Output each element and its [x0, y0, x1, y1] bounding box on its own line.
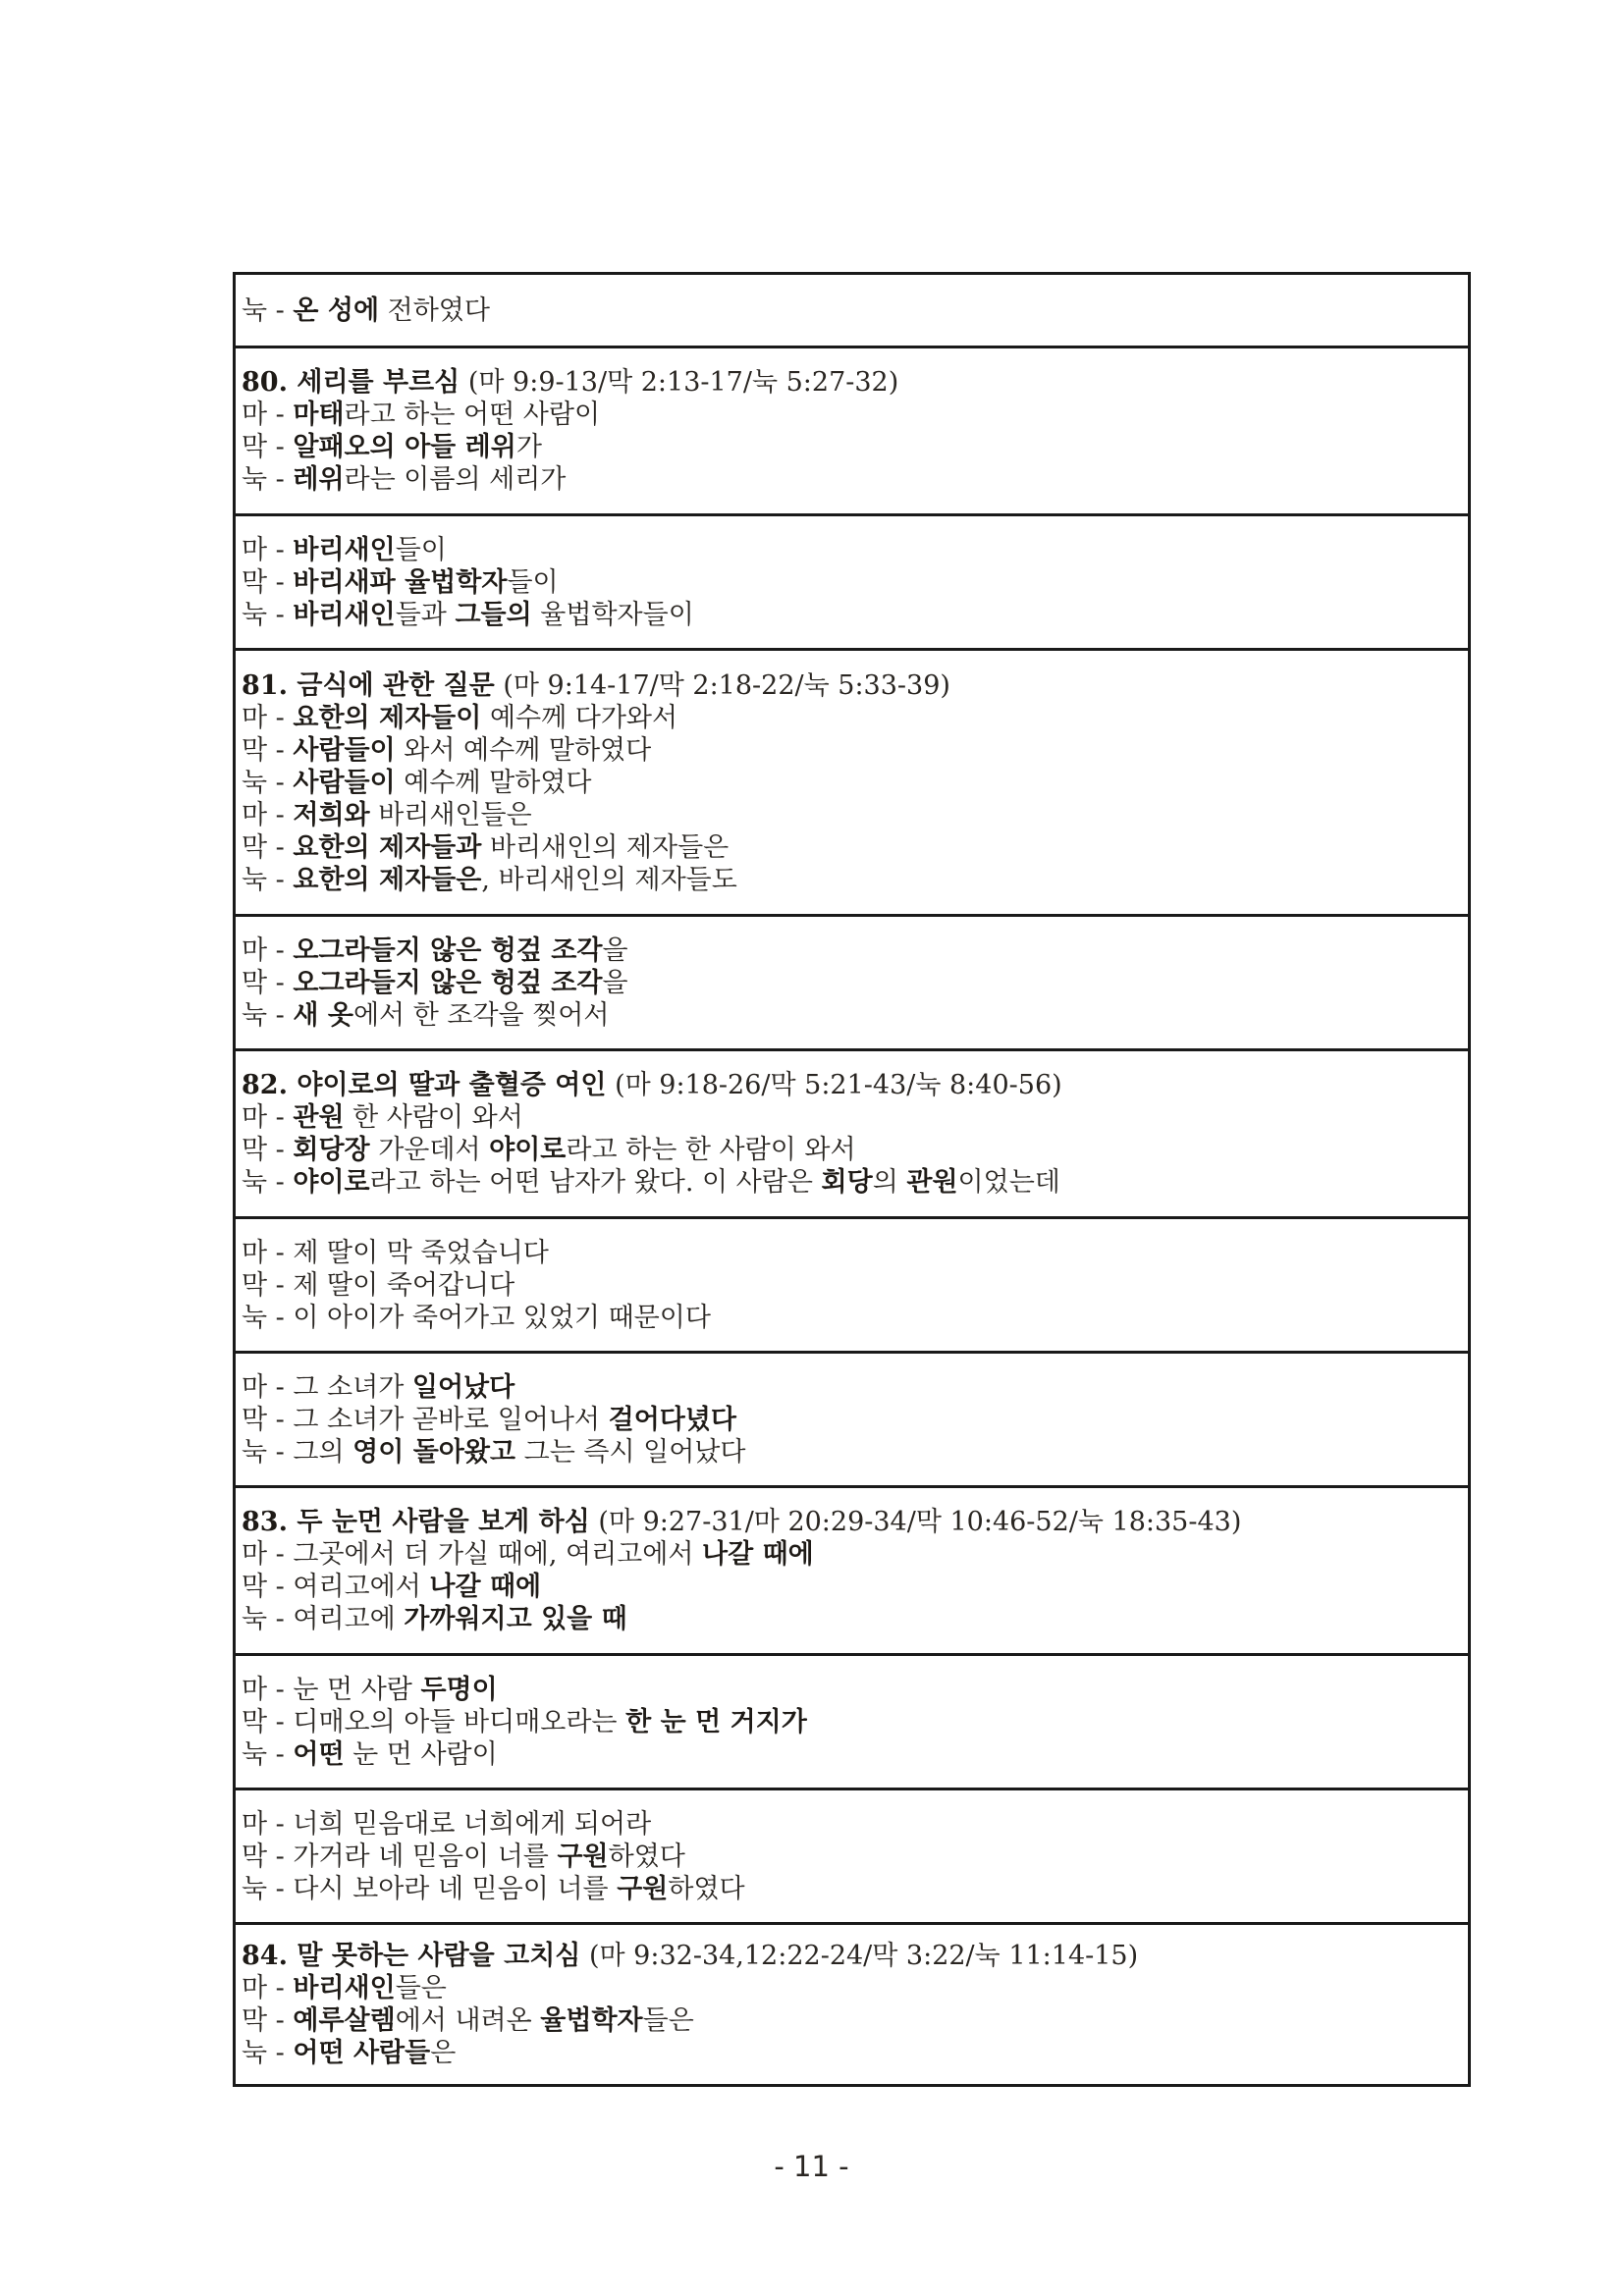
- text-segment: 눅 -: [242, 1167, 294, 1198]
- comparison-line: [242, 294, 1462, 327]
- comparison-line: [242, 534, 1462, 566]
- text-segment: 하였다: [608, 1841, 685, 1872]
- text-segment: 막 -: [242, 432, 294, 462]
- table-section: [236, 1788, 1468, 1922]
- text-segment: 전하였다: [379, 294, 490, 326]
- table-section: [236, 1351, 1468, 1485]
- section-heading: [242, 1069, 1462, 1101]
- comparison-line: [242, 767, 1462, 799]
- emphasized-text: 구원: [617, 1873, 669, 1904]
- text-segment: 라고 하는 어떤 사람이: [344, 400, 601, 430]
- text-segment: 은: [430, 2038, 457, 2068]
- text-segment: 마 -: [242, 702, 294, 733]
- table-section: [236, 1216, 1468, 1351]
- comparison-line: [242, 1841, 1462, 1873]
- text-segment: 와서 예수께 말하였다: [395, 734, 652, 766]
- emphasized-text: 회당장: [293, 1135, 370, 1165]
- text-segment: 예수께 다가와서: [481, 702, 678, 733]
- emphasized-text: 바리새인: [293, 534, 396, 565]
- text-segment: 이었는데: [957, 1167, 1060, 1198]
- text-segment: 눅 - 이 아이가 죽어가고 있었기 때문이다: [242, 1302, 711, 1333]
- text-segment: 에서 내려온: [395, 2005, 541, 2036]
- comparison-line: [242, 599, 1462, 631]
- text-segment: 눅 -: [242, 767, 294, 798]
- text-segment: 들이: [507, 566, 559, 598]
- emphasized-text: 80. 세리를 부르심: [242, 367, 460, 398]
- text-segment: 눈 먼 사람이: [344, 1738, 498, 1770]
- emphasized-text: 온 성에: [293, 294, 380, 326]
- comparison-line: [242, 1269, 1462, 1302]
- comparison-line: [242, 2004, 1462, 2037]
- emphasized-text: 예루살렘: [293, 2005, 396, 2036]
- comparison-line: [242, 934, 1462, 967]
- emphasized-text: 관원: [906, 1167, 958, 1198]
- table-section: [236, 1653, 1468, 1788]
- emphasized-text: 요한의 제자들이: [293, 702, 482, 733]
- emphasized-text: 나갈 때에: [429, 1572, 542, 1602]
- comparison-line: [242, 864, 1462, 896]
- text-segment: 마 -: [242, 799, 294, 830]
- table-section: [236, 275, 1468, 346]
- emphasized-text: 야이로: [489, 1135, 567, 1165]
- text-segment: (마 9:32-34,12:22-24/막 3:22/눅 11:14-15): [580, 1941, 1139, 1971]
- text-segment: 막 -: [242, 1135, 294, 1165]
- text-segment: 마 -: [242, 934, 294, 966]
- text-segment: 막 -: [242, 734, 294, 766]
- comparison-line: [242, 1302, 1462, 1334]
- emphasized-text: 새 옷: [293, 999, 353, 1031]
- text-segment: 막 - 그 소녀가 곧바로 일어나서: [242, 1404, 609, 1435]
- comparison-line: [242, 1808, 1462, 1841]
- text-segment: 눅 - 다시 보아라 네 믿음이 너를: [242, 1873, 618, 1904]
- table-section: [236, 513, 1468, 648]
- emphasized-text: 영이 돌아왔고: [352, 1436, 516, 1468]
- text-segment: 라는 이름의 세리가: [344, 464, 567, 495]
- text-segment: 라고 하는 어떤 남자가 왔다. 이 사람은: [369, 1167, 822, 1198]
- comparison-line: [242, 431, 1462, 463]
- text-segment: 예수께 말하였다: [395, 767, 592, 798]
- emphasized-text: 바리새파 율법학자: [293, 566, 508, 598]
- text-segment: 그는 즉시 일어났다: [515, 1436, 746, 1468]
- comparison-line: [242, 1436, 1462, 1468]
- text-segment: 율법학자들이: [531, 599, 694, 630]
- emphasized-text: 요한의 제자들은: [293, 864, 482, 895]
- section-heading: [242, 669, 1462, 702]
- text-segment: 눅 -: [242, 999, 294, 1031]
- text-segment: 을: [602, 967, 628, 998]
- section-heading: [242, 1506, 1462, 1538]
- section-heading: [242, 1940, 1462, 1972]
- text-segment: 하였다: [668, 1873, 745, 1904]
- emphasized-text: 구원: [557, 1841, 609, 1872]
- text-segment: 마 -: [242, 1102, 294, 1133]
- text-segment: 들은: [395, 1973, 447, 2003]
- emphasized-text: 마태: [293, 400, 345, 430]
- text-segment: 들은: [642, 2005, 694, 2036]
- text-segment: , 바리새인의 제자들도: [481, 864, 737, 895]
- comparison-line: [242, 1873, 1462, 1905]
- text-segment: 막 -: [242, 967, 294, 998]
- emphasized-text: 사람들이: [293, 767, 396, 798]
- emphasized-text: 두명이: [420, 1674, 498, 1705]
- comparison-line: [242, 831, 1462, 864]
- text-segment: 막 - 디매오의 아들 바디매오라는: [242, 1706, 626, 1737]
- text-segment: 막 - 가거라 네 믿음이 너를: [242, 1841, 558, 1872]
- text-segment: (마 9:27-31/마 20:29-34/막 10:46-52/눅 18:35-43): [589, 1507, 1242, 1537]
- emphasized-text: 알패오의 아들 레위: [293, 432, 516, 462]
- text-segment: 눅 -: [242, 464, 294, 495]
- emphasized-text: 관원: [293, 1102, 345, 1133]
- text-segment: 에서 한 조각을 찢어서: [352, 999, 610, 1031]
- emphasized-text: 사람들이: [293, 734, 396, 766]
- table-section: [236, 1048, 1468, 1216]
- comparison-line: [242, 1538, 1462, 1571]
- emphasized-text: 한 눈 먼 거지가: [625, 1706, 807, 1737]
- emphasized-text: 회당: [821, 1167, 873, 1198]
- text-segment: 마 - 제 딸이 막 죽었습니다: [242, 1237, 549, 1268]
- comparison-line: [242, 1134, 1462, 1166]
- comparison-line: [242, 999, 1462, 1032]
- emphasized-text: 율법학자: [540, 2005, 643, 2036]
- text-segment: 눅 -: [242, 864, 294, 895]
- table-section: [236, 914, 1468, 1048]
- emphasized-text: 84. 말 못하는 사람을 고치심: [242, 1941, 581, 1971]
- emphasized-text: 일어났다: [411, 1371, 515, 1403]
- text-segment: 들이: [395, 534, 447, 565]
- emphasized-text: 저희와: [293, 799, 370, 830]
- comparison-line: [242, 1404, 1462, 1436]
- text-segment: 을: [602, 934, 628, 966]
- text-segment: 마 -: [242, 534, 294, 565]
- text-segment: 가: [515, 432, 542, 462]
- text-segment: 가운데서: [369, 1135, 490, 1165]
- comparison-line: [242, 1738, 1462, 1771]
- table-section: [236, 1922, 1468, 2084]
- comparison-line: [242, 1101, 1462, 1134]
- text-segment: 한 사람이 와서: [344, 1102, 523, 1133]
- emphasized-text: 어떤: [293, 1738, 345, 1770]
- text-segment: 마 - 너희 믿음대로 너희에게 되어라: [242, 1808, 652, 1840]
- text-segment: 막 -: [242, 2005, 294, 2036]
- comparison-line: [242, 463, 1462, 496]
- comparison-line: [242, 1972, 1462, 2004]
- text-segment: 막 - 제 딸이 죽어갑니다: [242, 1269, 515, 1301]
- text-segment: 의: [872, 1167, 907, 1198]
- comparison-line: [242, 1166, 1462, 1199]
- text-segment: 마 - 눈 먼 사람: [242, 1674, 421, 1705]
- comparison-line: [242, 1571, 1462, 1603]
- text-segment: (마 9:18-26/막 5:21-43/눅 8:40-56): [606, 1070, 1062, 1100]
- text-segment: 눅 -: [242, 2038, 294, 2068]
- comparison-line: [242, 399, 1462, 431]
- comparison-line: [242, 967, 1462, 999]
- emphasized-text: 82. 야이로의 딸과 출혈증 여인: [242, 1070, 607, 1100]
- emphasized-text: 나갈 때에: [702, 1539, 814, 1570]
- comparison-line: [242, 702, 1462, 734]
- comparison-line: [242, 1706, 1462, 1738]
- comparison-line: [242, 1371, 1462, 1404]
- text-segment: 마 - 그곳에서 더 가실 때에, 여리고에서: [242, 1539, 703, 1570]
- text-segment: 막 - 여리고에서: [242, 1572, 430, 1602]
- text-segment: 눅 - 그의: [242, 1436, 353, 1468]
- emphasized-text: 오그라들지 않은 헝겊 조각: [293, 967, 603, 998]
- text-segment: 눅 -: [242, 1738, 294, 1770]
- gospel-comparison-table: [233, 272, 1471, 2087]
- emphasized-text: 레위: [293, 464, 345, 495]
- section-heading: [242, 366, 1462, 399]
- text-segment: 바리새인들은: [369, 799, 532, 830]
- text-segment: 들과: [395, 599, 456, 630]
- emphasized-text: 오그라들지 않은 헝겊 조각: [293, 934, 603, 966]
- text-segment: 마 -: [242, 400, 294, 430]
- comparison-line: [242, 566, 1462, 599]
- text-segment: 눅 - 여리고에: [242, 1604, 405, 1634]
- emphasized-text: 야이로: [293, 1167, 370, 1198]
- emphasized-text: 83. 두 눈먼 사람을 보게 하심: [242, 1507, 590, 1537]
- text-segment: 바리새인의 제자들은: [481, 831, 730, 863]
- text-segment: 마 -: [242, 1973, 294, 2003]
- comparison-line: [242, 1603, 1462, 1635]
- emphasized-text: 그들의: [455, 599, 532, 630]
- text-segment: 라고 하는 한 사람이 와서: [566, 1135, 856, 1165]
- text-segment: 눅 -: [242, 294, 294, 326]
- emphasized-text: 바리새인: [293, 599, 396, 630]
- text-segment: 막 -: [242, 831, 294, 863]
- table-section: [236, 648, 1468, 914]
- emphasized-text: 81. 금식에 관한 질문: [242, 669, 495, 701]
- comparison-line: [242, 1674, 1462, 1706]
- comparison-line: [242, 734, 1462, 767]
- comparison-line: [242, 799, 1462, 831]
- table-section: [236, 346, 1468, 513]
- page-number: - 11 -: [774, 2150, 849, 2183]
- text-segment: (마 9:9-13/막 2:13-17/눅 5:27-32): [460, 367, 899, 398]
- emphasized-text: 어떤 사람들: [293, 2038, 431, 2068]
- comparison-line: [242, 2037, 1462, 2069]
- text-segment: 막 -: [242, 566, 294, 598]
- text-segment: (마 9:14-17/막 2:18-22/눅 5:33-39): [494, 669, 950, 701]
- emphasized-text: 바리새인: [293, 1973, 396, 2003]
- emphasized-text: 가까워지고 있을 때: [404, 1604, 627, 1634]
- emphasized-text: 요한의 제자들과: [293, 831, 482, 863]
- text-segment: 마 - 그 소녀가: [242, 1371, 412, 1403]
- table-section: [236, 1485, 1468, 1653]
- emphasized-text: 걸어다녔다: [608, 1404, 737, 1435]
- text-segment: 눅 -: [242, 599, 294, 630]
- comparison-line: [242, 1237, 1462, 1269]
